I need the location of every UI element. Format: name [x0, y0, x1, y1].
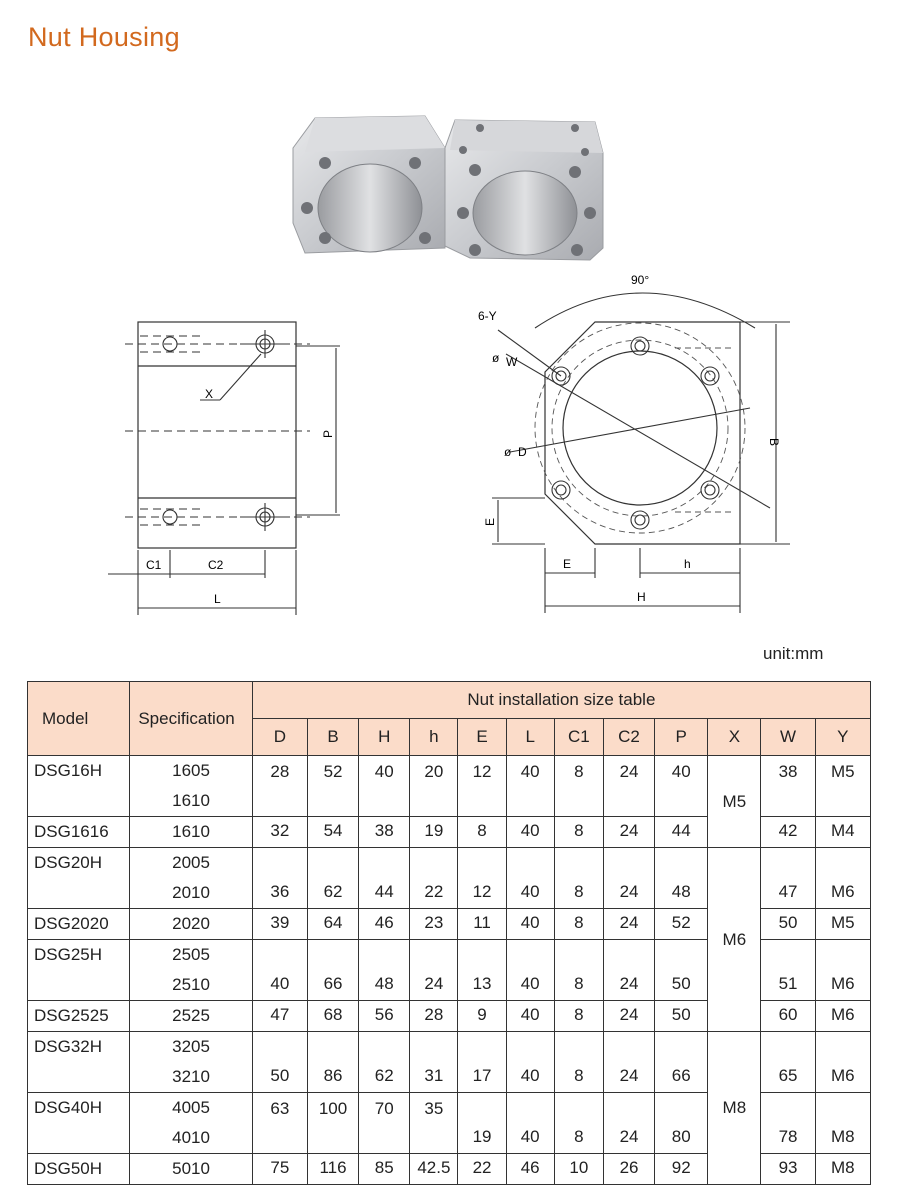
cell-specification: 2505 2510	[130, 940, 252, 1001]
cell-p: 52	[655, 909, 708, 940]
cell-e: 9	[458, 1001, 506, 1032]
cell-y: M6	[815, 940, 870, 1001]
cell-y: M6	[815, 1001, 870, 1032]
label-p: P	[321, 429, 335, 438]
front-view-drawing	[470, 268, 800, 618]
cell-d: 75	[252, 1154, 307, 1185]
cell-h: 28	[410, 1001, 458, 1032]
cell-l: 40	[506, 756, 554, 817]
label-h-big: H	[637, 590, 646, 604]
label-d-symbol: ø	[504, 445, 512, 459]
cell-h: 22	[410, 848, 458, 909]
cell-e: 17	[458, 1032, 506, 1093]
cell-model: DSG50H	[28, 1154, 130, 1185]
cell-l: 40	[506, 817, 554, 848]
cell-c2: 24	[603, 1032, 654, 1093]
label-h-small: h	[684, 557, 691, 571]
cell-h: 85	[359, 1154, 410, 1185]
cell-p: 48	[655, 848, 708, 909]
page-title: Nut Housing	[28, 22, 180, 52]
header-col-d: D	[252, 719, 307, 756]
cell-w: 42	[761, 817, 815, 848]
cell-e: 11	[458, 909, 506, 940]
cell-d: 40	[252, 940, 307, 1001]
cell-specification: 3205 3210	[130, 1032, 252, 1093]
cell-c2: 24	[603, 909, 654, 940]
cell-l: 40	[506, 909, 554, 940]
cell-model: DSG2525	[28, 1001, 130, 1032]
cell-x: M6	[708, 848, 761, 1032]
cell-h: 35	[410, 1093, 458, 1154]
table-row	[28, 756, 871, 817]
cell-e: 13	[458, 940, 506, 1001]
cell-e: 8	[458, 817, 506, 848]
cell-e: 22	[458, 1154, 506, 1185]
label-angle: 90°	[631, 273, 650, 287]
cell-b: 64	[307, 909, 358, 940]
cell-w: 60	[761, 1001, 815, 1032]
cell-c1: 8	[554, 940, 603, 1001]
header-col-y: Y	[815, 719, 870, 756]
unit-label: unit:mm	[763, 644, 824, 663]
product-photo	[285, 108, 615, 268]
cell-x: M8	[708, 1032, 761, 1185]
cell-specification: 1610	[130, 817, 252, 848]
cell-specification: 2020	[130, 909, 252, 940]
header-col-h: H	[359, 719, 410, 756]
header-model: Model	[28, 682, 130, 756]
cell-specification: 2005 2010	[130, 848, 252, 909]
cell-h: 40	[359, 756, 410, 817]
cell-c2: 24	[603, 1001, 654, 1032]
cell-w: 78	[761, 1093, 815, 1154]
cell-l: 40	[506, 1032, 554, 1093]
cell-h: 19	[410, 817, 458, 848]
cell-y: M8	[815, 1093, 870, 1154]
header-col-c1: C1	[554, 719, 603, 756]
label-x: X	[205, 387, 214, 401]
header-col-c2: C2	[603, 719, 654, 756]
cell-h: 23	[410, 909, 458, 940]
cell-y: M8	[815, 1154, 870, 1185]
cell-l: 40	[506, 848, 554, 909]
cell-p: 50	[655, 940, 708, 1001]
cell-p: 92	[655, 1154, 708, 1185]
header-col-b: B	[307, 719, 358, 756]
header-col-p: P	[655, 719, 708, 756]
cell-p: 66	[655, 1032, 708, 1093]
cell-e: 12	[458, 756, 506, 817]
cell-y: M5	[815, 909, 870, 940]
cell-c1: 8	[554, 1001, 603, 1032]
cell-c1: 8	[554, 909, 603, 940]
cell-h: 56	[359, 1001, 410, 1032]
cell-b: 86	[307, 1032, 358, 1093]
cell-w: 38	[761, 756, 815, 817]
header-col-h: h	[410, 719, 458, 756]
cell-c1: 8	[554, 1032, 603, 1093]
label-e-vertical: E	[483, 517, 497, 526]
cell-c2: 24	[603, 817, 654, 848]
cell-model: DSG25H	[28, 940, 130, 1001]
cell-l: 46	[506, 1154, 554, 1185]
cell-y: M6	[815, 848, 870, 909]
cell-specification: 1605 1610	[130, 756, 252, 817]
cell-c2: 24	[603, 848, 654, 909]
side-view-drawing	[100, 300, 360, 630]
label-c2: C2	[208, 558, 224, 572]
cell-y: M4	[815, 817, 870, 848]
header-col-e: E	[458, 719, 506, 756]
label-d: D	[518, 445, 527, 459]
cell-model: DSG20H	[28, 848, 130, 909]
cell-c1: 10	[554, 1154, 603, 1185]
cell-d: 50	[252, 1032, 307, 1093]
cell-c1: 8	[554, 1093, 603, 1154]
cell-p: 40	[655, 756, 708, 817]
cell-w: 47	[761, 848, 815, 909]
label-b: B	[767, 438, 781, 447]
cell-b: 62	[307, 848, 358, 909]
header-spec: Specification	[130, 682, 252, 756]
cell-h: 44	[359, 848, 410, 909]
cell-e: 12	[458, 848, 506, 909]
header-col-w: W	[761, 719, 815, 756]
cell-d: 47	[252, 1001, 307, 1032]
table-row	[28, 848, 871, 909]
cell-d: 63	[252, 1093, 307, 1154]
cell-b: 116	[307, 1154, 358, 1185]
cell-d: 32	[252, 817, 307, 848]
table-row	[28, 1032, 871, 1093]
header-col-l: L	[506, 719, 554, 756]
label-holes: 6-Y	[478, 309, 497, 323]
label-c1: C1	[146, 558, 162, 572]
cell-l: 40	[506, 1093, 554, 1154]
cell-b: 54	[307, 817, 358, 848]
cell-model: DSG16H	[28, 756, 130, 817]
cell-model: DSG2020	[28, 909, 130, 940]
cell-model: DSG32H	[28, 1032, 130, 1093]
label-w: W	[506, 355, 518, 369]
cell-c1: 8	[554, 848, 603, 909]
cell-specification: 4005 4010	[130, 1093, 252, 1154]
cell-h: 31	[410, 1032, 458, 1093]
label-e-horizontal: E	[563, 557, 572, 571]
cell-h: 48	[359, 940, 410, 1001]
cell-d: 28	[252, 756, 307, 817]
cell-w: 93	[761, 1154, 815, 1185]
cell-h: 46	[359, 909, 410, 940]
cell-b: 68	[307, 1001, 358, 1032]
cell-h: 38	[359, 817, 410, 848]
cell-c2: 24	[603, 1093, 654, 1154]
cell-h: 70	[359, 1093, 410, 1154]
cell-h: 24	[410, 940, 458, 1001]
cell-h: 20	[410, 756, 458, 817]
label-w-symbol: ø	[492, 351, 500, 365]
cell-model: DSG1616	[28, 817, 130, 848]
label-l: L	[214, 592, 221, 606]
cell-p: 50	[655, 1001, 708, 1032]
cell-p: 80	[655, 1093, 708, 1154]
cell-c2: 24	[603, 940, 654, 1001]
cell-c1: 8	[554, 756, 603, 817]
cell-b: 52	[307, 756, 358, 817]
cell-b: 66	[307, 940, 358, 1001]
cell-d: 36	[252, 848, 307, 909]
cell-b: 100	[307, 1093, 358, 1154]
cell-c2: 26	[603, 1154, 654, 1185]
cell-p: 44	[655, 817, 708, 848]
cell-y: M6	[815, 1032, 870, 1093]
header-group: Nut installation size table	[252, 682, 870, 719]
cell-specification: 2525	[130, 1001, 252, 1032]
header-col-x: X	[708, 719, 761, 756]
cell-c1: 8	[554, 817, 603, 848]
size-table	[27, 681, 871, 1185]
cell-specification: 5010	[130, 1154, 252, 1185]
cell-l: 40	[506, 940, 554, 1001]
cell-y: M5	[815, 756, 870, 817]
cell-w: 51	[761, 940, 815, 1001]
cell-e: 19	[458, 1093, 506, 1154]
cell-model: DSG40H	[28, 1093, 130, 1154]
cell-x: M5	[708, 756, 761, 848]
cell-w: 65	[761, 1032, 815, 1093]
cell-d: 39	[252, 909, 307, 940]
cell-h: 42.5	[410, 1154, 458, 1185]
cell-w: 50	[761, 909, 815, 940]
cell-l: 40	[506, 1001, 554, 1032]
cell-c2: 24	[603, 756, 654, 817]
cell-h: 62	[359, 1032, 410, 1093]
